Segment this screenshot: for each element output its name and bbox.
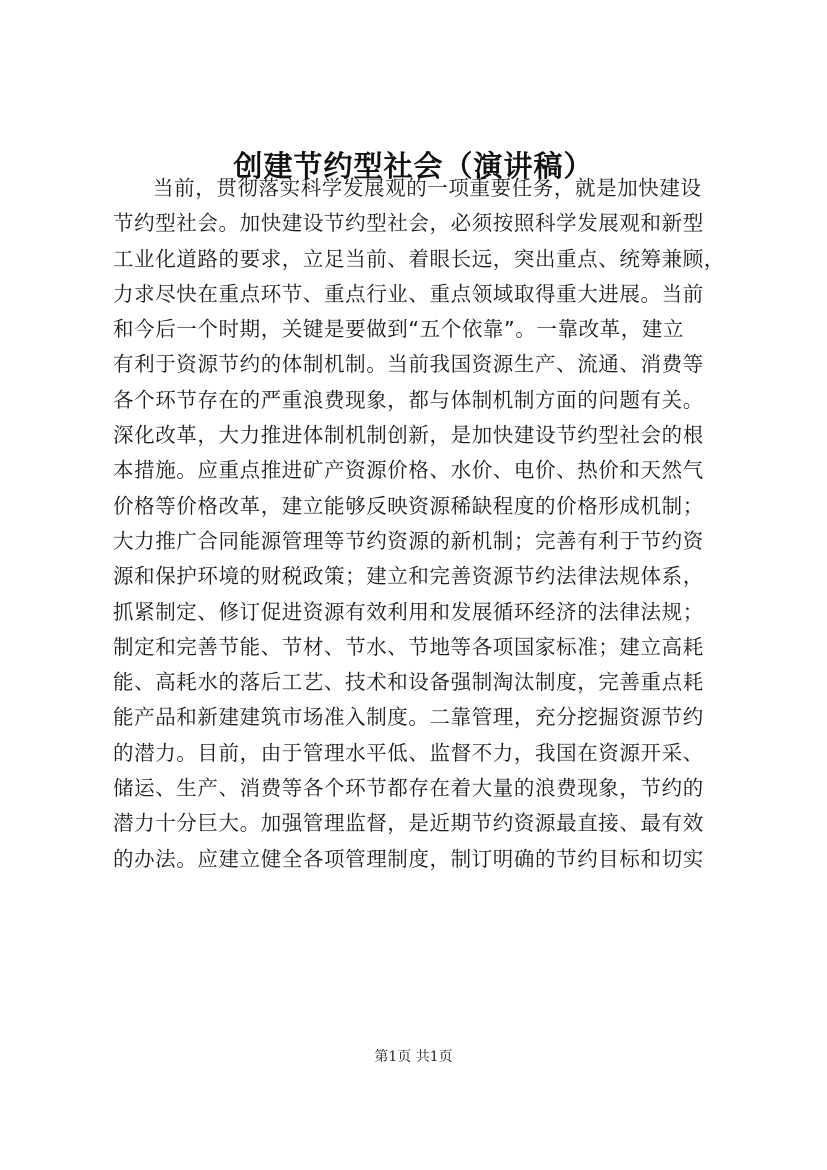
text-line: 潜力十分巨大。加强管理监督，是近期节约资源最直接、最有效 bbox=[113, 811, 704, 836]
text-line: 能产品和新建建筑市场准入制度。二靠管理，充分挖掘资源节约 bbox=[113, 705, 704, 730]
text-line: 制定和完善节能、节材、节水、节地等各项国家标准；建立高耗 bbox=[113, 634, 704, 659]
text-line: 的办法。应建立健全各项管理制度，制订明确的节约目标和切实 bbox=[113, 846, 704, 871]
text-line: 源和保护环境的财税政策；建立和完善资源节约法律法规体系， bbox=[113, 564, 704, 589]
text-line: 能、高耗水的落后工艺、技术和设备强制淘汰制度，完善重点耗 bbox=[113, 670, 704, 695]
text-line: 节约型社会。加快建设节约型社会，必须按照科学发展观和新型 bbox=[113, 211, 704, 236]
text-line: 深化改革，大力推进体制机制创新，是加快建设节约型社会的根 bbox=[113, 423, 704, 448]
text-line: 的潜力。目前，由于管理水平低、监督不力，我国在资源开采、 bbox=[113, 740, 704, 765]
text-line: 和今后一个时期，关键是要做到“五个依靠”。一靠改革，建立 bbox=[113, 317, 685, 342]
text-line: 力求尽快在重点环节、重点行业、重点领域取得重大进展。当前 bbox=[113, 281, 704, 306]
text-line: 价格等价格改革，建立能够反映资源稀缺程度的价格形成机制； bbox=[113, 493, 704, 518]
text-line: 各个环节存在的严重浪费现象，都与体制机制方面的问题有关。 bbox=[113, 387, 704, 412]
document-title: 创建节约型社会（演讲稿） bbox=[233, 149, 594, 183]
body-text bbox=[113, 171, 738, 877]
text-line: 有利于资源节约的体制机制。当前我国资源生产、流通、消费等 bbox=[113, 352, 704, 377]
text-line: 本措施。应重点推进矿产资源价格、水价、电价、热价和天然气 bbox=[113, 458, 704, 483]
text-line: 大力推广合同能源管理等节约资源的新机制；完善有利于节约资 bbox=[113, 528, 704, 553]
page-footer: 第1页 共1页 bbox=[374, 1049, 453, 1065]
text-line: 抓紧制定、修订促进资源有效利用和发展循环经济的法律法规； bbox=[113, 599, 704, 624]
text-line: 储运、生产、消费等各个环节都存在着大量的浪费现象，节约的 bbox=[113, 776, 704, 801]
text-line: 工业化道路的要求，立足当前、着眼长远，突出重点、统筹兼顾， bbox=[113, 246, 725, 271]
text-line: 当前，贯彻落实科学发展观的一项重要任务，就是加快建设 bbox=[153, 176, 702, 200]
